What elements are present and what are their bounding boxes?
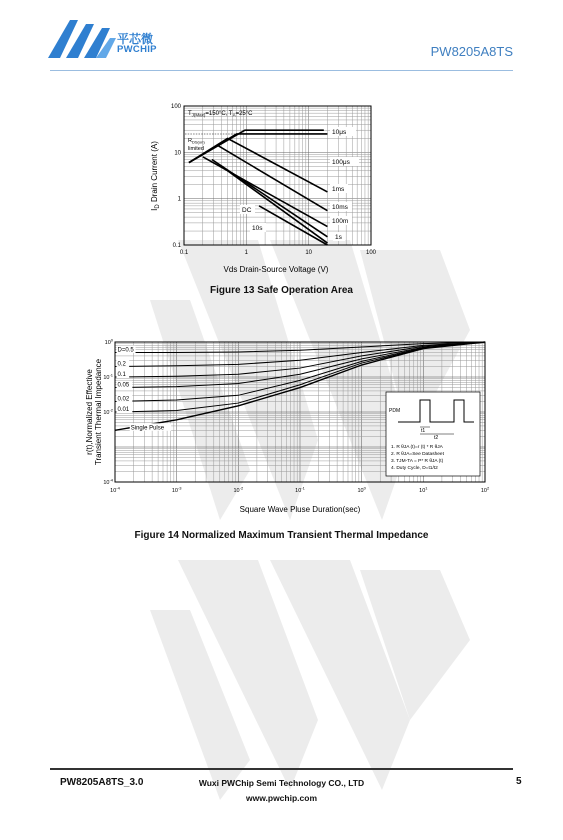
inset-note-3: 3. TJM-TA = P* R θJA (t) <box>391 459 444 464</box>
label-100m: 100m <box>332 218 349 225</box>
series-label: D=0.5 <box>117 347 134 354</box>
x-tick-label: 100 <box>365 250 377 256</box>
x-tick-label: $10^{-2}$ <box>233 485 244 494</box>
logo-english-text: PWCHIP <box>117 44 157 55</box>
soa-line <box>259 206 327 245</box>
figure13-caption: Figure 13 Safe Operation Area <box>209 285 353 296</box>
footer-company: Wuxi PWChip Semi Technology CO., LTD <box>198 778 365 788</box>
series-label: 0.05 <box>117 382 130 389</box>
soa-line <box>189 130 324 162</box>
inset-pdm: PDM <box>389 408 401 414</box>
pwchip-logo <box>48 14 118 60</box>
x-tick-label: 0.1 <box>179 250 189 256</box>
footer-doc-version: PW8205A8TS_3.0 <box>60 777 144 788</box>
x-tick-label: $10^{-4}$ <box>110 485 120 494</box>
figure13-series-labels <box>240 127 359 241</box>
figure14-inset <box>386 392 480 476</box>
x-tick-label: $10^1$ <box>419 485 428 494</box>
inset-note-1: 1. R θJA (t)=r (t) * R θJA <box>391 445 443 450</box>
figure14-xlabel: Square Wave Pluse Duration(sec) <box>239 505 361 514</box>
footer-url: www.pwchip.com <box>246 793 317 803</box>
figure13-ylabel: $I_D$ Drain Current (A) <box>150 141 161 211</box>
x-tick-label: 1 <box>244 250 249 256</box>
figure13-condition: $T_{J(Max)}=150^\circ C$, $T_A=25^\circ C$ <box>188 111 253 118</box>
label-10us: 10μs <box>332 129 347 136</box>
figure13-rds-label-2: limited <box>188 146 204 152</box>
document-id: PW8205A8TS <box>430 44 513 59</box>
series-label: 0.01 <box>117 407 130 413</box>
series-label: Single Pulse <box>130 425 165 432</box>
y-tick-label: 1 <box>177 196 181 203</box>
logo-chinese-text: 平芯微 <box>117 32 154 46</box>
y-tick-label: 10 <box>174 150 181 157</box>
figure14-ylabel-2: Transient Thermal Impedance <box>94 358 103 466</box>
label-10ms: 10ms <box>332 204 348 211</box>
series-label: 0.1 <box>117 372 126 378</box>
label-1ms: 1ms <box>332 186 345 193</box>
figure13-rds-label: $R_{DS(on)}$ <box>188 138 205 145</box>
label-10s: 10s <box>252 225 263 232</box>
label-100us: 100μs <box>332 159 350 166</box>
figure13-xlabel: Vds Drain-Source Voltage (V) <box>223 265 329 274</box>
series-label: 0.2 <box>117 361 126 368</box>
page-number: 5 <box>516 776 522 787</box>
label-1s: 1s <box>335 234 342 241</box>
y-tick-label: $10^{-2}$ <box>103 407 113 416</box>
y-tick-label: 0.1 <box>172 243 181 249</box>
x-tick-label: $10^2$ <box>480 485 490 494</box>
y-tick-label: $10^{-1}$ <box>103 372 113 381</box>
figure14-ylabel-1: r(t),Normalized Effective <box>85 369 94 455</box>
x-tick-label: $10^0$ <box>357 485 366 494</box>
figure14-caption: Figure 14 Normalized Maximum Transient Thermal Impedance <box>134 530 429 541</box>
soa-line <box>189 138 327 192</box>
x-tick-label: $10^{-1}$ <box>295 485 305 494</box>
figure14-thermal-chart <box>78 334 496 520</box>
y-tick-label: $10^{-4}$ <box>103 477 113 486</box>
inset-t1: t1 <box>421 428 426 434</box>
y-tick-label: 100 <box>170 104 181 110</box>
footer-divider <box>50 768 513 770</box>
header-divider <box>50 70 513 71</box>
series-label: 0.02 <box>117 396 130 403</box>
inset-note-4: 4. Duty Cycle, D=t1/t2 <box>391 466 438 471</box>
inset-note-2: 2. R θJA=See Datasheet <box>391 452 444 457</box>
figure13-soa-chart <box>140 96 400 278</box>
y-tick-label: $10^0$ <box>104 337 113 346</box>
inset-t2: t2 <box>434 435 439 441</box>
x-tick-label: 10 <box>305 250 313 256</box>
x-tick-label: $10^{-3}$ <box>171 485 182 494</box>
label-dc: DC <box>242 207 252 214</box>
figure13-tick-labels <box>171 104 377 256</box>
